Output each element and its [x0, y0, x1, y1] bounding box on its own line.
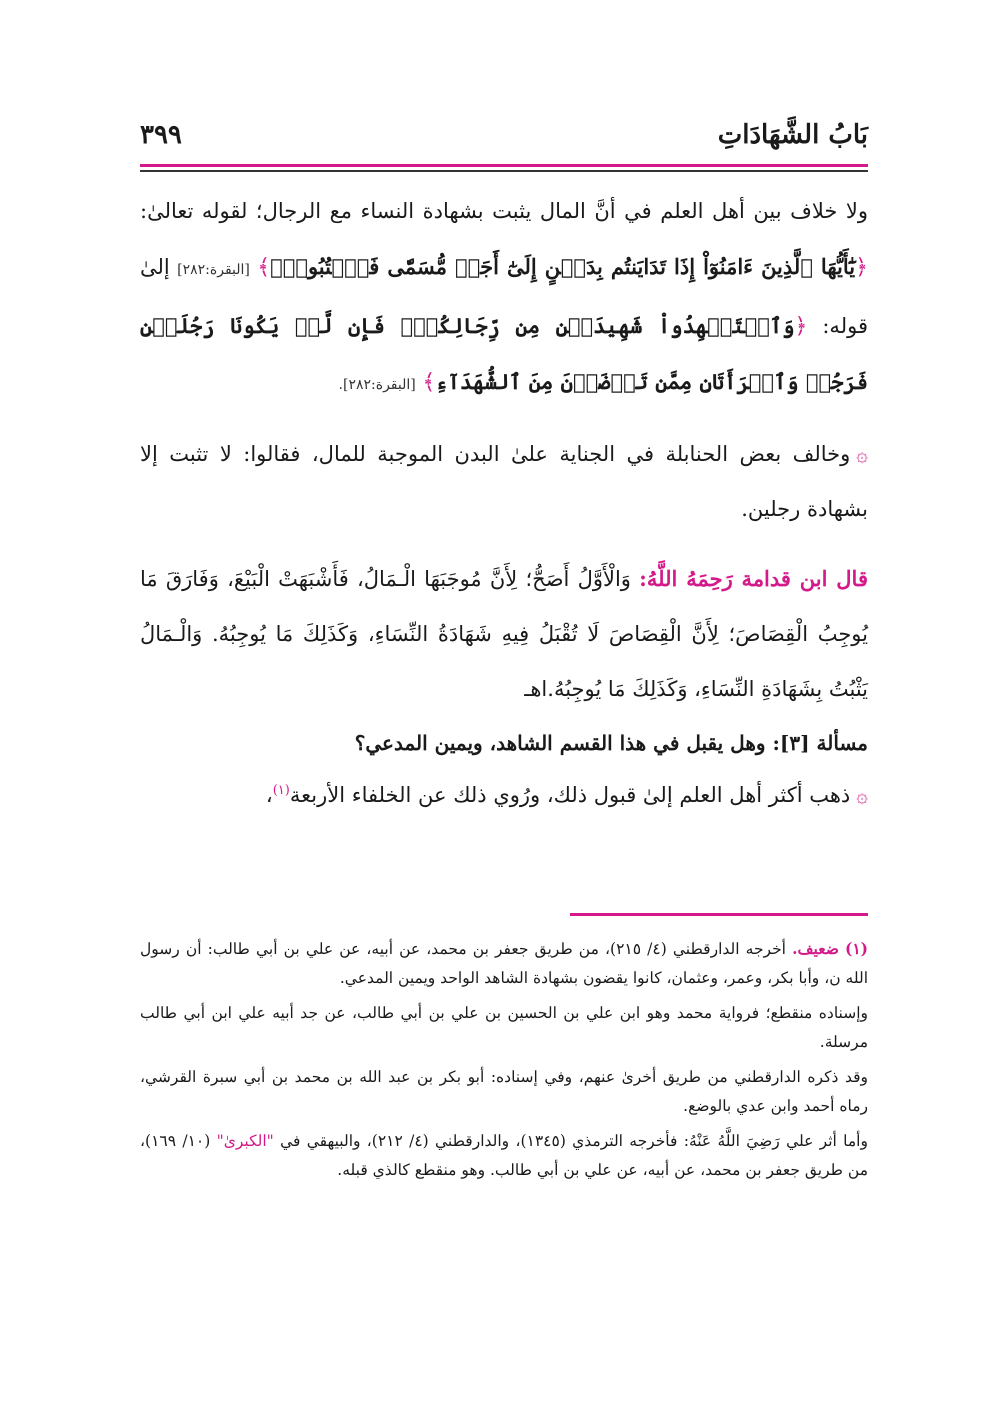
issue-title: وهل يقبل في هذا القسم الشاهد، ويمين المدعي؟: [354, 731, 766, 755]
paragraph-1: ولا خلاف بين أهل العلم في أنَّ المال يثبت بشهادة النساء مع الرجال؛ لقوله تعالىٰ: ﴿يَٰٓأَيُّهَا ٱلَّذِينَ ءَامَنُوٓاْ إِذَا تَدَايَنتُم بِدَيۡنٍ إِلَىٰٓ أَجَلٖ مُّسَمّٗى فَٱكۡتُبُوهُۚ﴾ [البقرة:٢٨٢] إلىٰ قوله: ﴿وَٱسۡتَشۡهِدُواْ شَهِيدَيۡنِ مِن رِّجَالِكُمۡۖ فَإِن لَّمۡ يَكُونَا رَجُلَيۡنِ فَرَجُلٞ وَٱمۡرَأَتَانِ مِمَّن تَرۡضَوۡنَ مِنَ ٱلشُّهَدَآءِ﴾ [البقرة:٢٨٢].: [140, 199, 868, 395]
footnote-1-para-2: وإسناده منقطع؛ فرواية محمد وهو ابن علي بن الحسين بن علي بن أبي طالب، عن جد أبيه علي ابن أبي طالب مرسلة.: [140, 1004, 868, 1051]
footnote-divider: [570, 913, 868, 916]
quote-attribution: قال ابن قدامة رَحِمَهُ اللَّهُ:: [639, 566, 868, 591]
main-text: [140, 184, 868, 823]
issue-heading: [140, 723, 868, 763]
chapter-title: بَابُ الشَّهَادَاتِ: [717, 120, 868, 150]
quran-open-bracket-icon: ﴿: [794, 314, 808, 339]
header-rule-dark: [140, 170, 868, 172]
footnote-number: (١): [844, 939, 868, 958]
flower-icon: ۞: [856, 442, 868, 466]
footnote-ref[interactable]: (١): [272, 783, 290, 798]
quran-close-bracket-icon: ﴾: [257, 255, 271, 280]
verse-source-2: [البقرة:٢٨٢].: [338, 377, 416, 393]
flower-icon: ۞: [856, 783, 868, 807]
paragraph-2: ۞وخالف بعض الحنابلة في الجناية علىٰ البدن الموجبة للمال، فقالوا: لا تثبت إلا بشهادة رجلين.: [140, 442, 868, 521]
quote-text: وَالْأَوَّلُ أَصَحُّ؛ لِأَنَّ مُوجَبَهَا الْـمَالُ، فَأَشْبَهَتْ الْبَيْعَ، وَفَارَقَ مَا يُوجِبُ الْقِصَاصَ؛ لِأَنَّ الْقِصَاصَ لَا تُقْبَلُ فِيهِ شَهَادَةُ النِّسَاءِ، وَكَذَلِكَ مَا يُوجِبُهُ. وَالْـمَالُ يَثْبُتُ بِشَهَادَةِ النِّسَاءِ، وَكَذَلِكَ مَا يُوجِبُهُ.اهـ: [140, 567, 868, 701]
paragraph-3-quote: [140, 551, 868, 717]
quran-verse-2: وَٱسۡتَشۡهِدُواْ شَهِيدَيۡنِ مِن رِّجَالِكُمۡۖ فَإِن لَّمۡ يَكُونَا رَجُلَيۡنِ فَرَجُلٞ وَٱمۡرَأَتَانِ مِمَّن تَرۡضَوۡنَ مِنَ ٱلشُّهَدَآءِ: [140, 313, 868, 394]
issue-label: مسألة [٣]:: [772, 731, 868, 755]
quran-open-bracket-icon: ﴿: [855, 255, 868, 280]
footnotes: [140, 934, 868, 1191]
header-rule-pink: [140, 164, 868, 167]
book-title: "الكبرىٰ": [216, 1132, 274, 1150]
grading-label: ضعيف.: [792, 939, 839, 958]
footnote-1-para-3: وقد ذكره الدارقطني من طريق أخرىٰ عنهم، وفي إسناده: أبو بكر بن عبد الله بن محمد بن أبي سبرة القرشي، رماه أحمد وابن عدي بالوضع.: [140, 1068, 868, 1115]
quran-verse-1: يَٰٓأَيُّهَا ٱلَّذِينَ ءَامَنُوٓاْ إِذَا تَدَايَنتُم بِدَيۡنٍ إِلَىٰٓ أَجَلٖ مُّسَمّٗى فَٱكۡتُبُوهُۚ: [270, 254, 856, 279]
footnote-1-para-1: (١) ضعيف. أخرجه الدارقطني (٤/ ٢١٥)، من طريق جعفر بن محمد، عن أبيه، عن علي بن أبي طالب: أن رسول الله ن، وأبا بكر، وعمر، وعثمان، كانوا يقضون بشهادة الشاهد الواحد ويمين المدعي.: [140, 939, 868, 987]
quran-close-bracket-icon: ﴾: [422, 370, 436, 395]
page-number: ٣٩٩: [140, 120, 182, 150]
verse-source-1: [البقرة:٢٨٢]: [177, 262, 250, 278]
footnote-1-para-4: وأما أثر علي رَضِيَ اللَّهُ عَنْهُ: فأخرجه الترمذي (١٣٤٥)، والدارقطني (٤/ ٢١٢)، والبيهقي في "الكبرىٰ" (١٠/ ١٦٩)، من طريق جعفر بن محمد، عن أبيه، عن علي بن أبي طالب. وهو منقطع كالذي قبله.: [140, 1132, 868, 1179]
running-header: [140, 120, 868, 156]
paragraph-4: ۞ذهب أكثر أهل العلم إلىٰ قبول ذلك، ورُوي ذلك عن الخلفاء الأربعة$^{(١)}$،: [265, 783, 868, 807]
